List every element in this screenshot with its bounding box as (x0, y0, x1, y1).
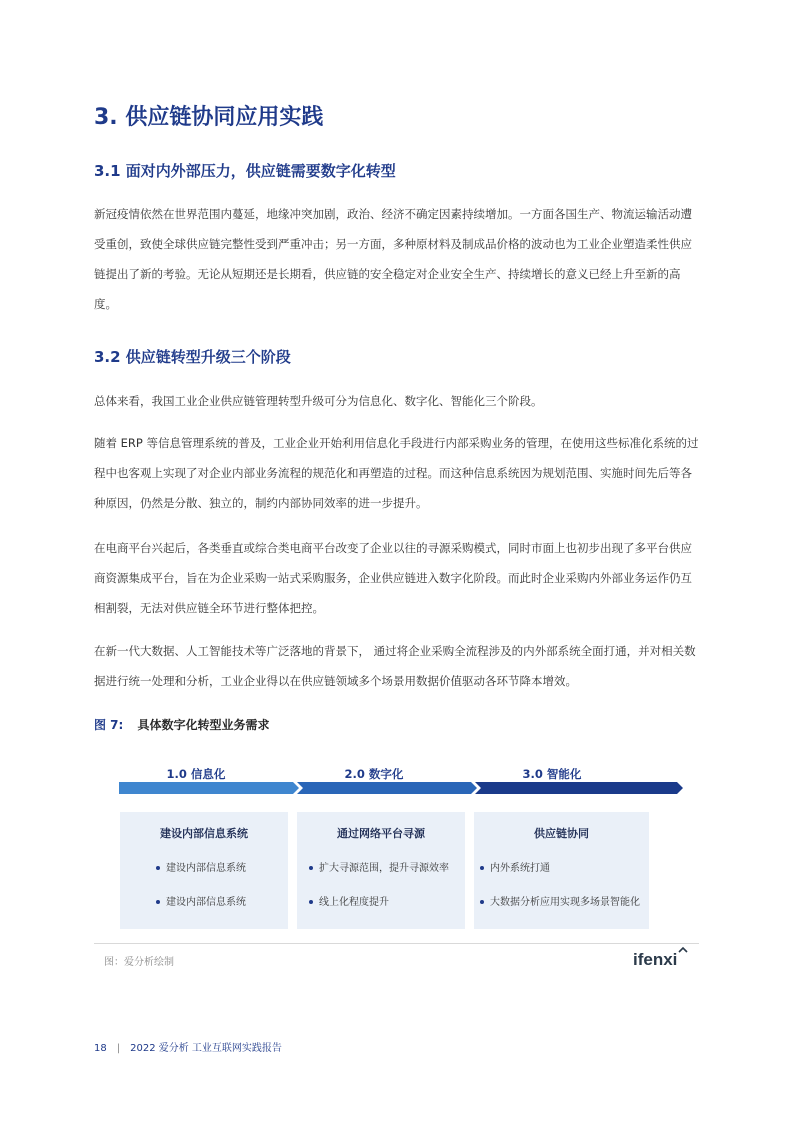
section-3-2-paragraph-3: 在电商平台兴起后，各类垂直或综合类电商平台改变了企业以往的寻源采购模式，同时市面上也初步出现了多平台供应商资源集成平台，旨在为企业采购一站式采购服务，企业供应链进入数字化阶段。而此时企业采购内外部业务运作仍互相割裂，无法对供应链全环节进行整体把控。 (94, 541, 692, 615)
ifenxi-logo: ifenxi (633, 950, 678, 969)
bullet-icon (480, 866, 484, 870)
figure-source: 图：爱分析绘制 (104, 957, 174, 968)
section-3-2-paragraph-1: 总体来看，我国工业企业供应链管理转型升级可分为信息化、数字化、智能化三个阶段。 (94, 394, 543, 408)
logo-accent-icon (678, 946, 688, 954)
stage-box-title: 通过网络平台寻源 (337, 827, 425, 840)
stage-box-item: 建设内部信息系统 (156, 859, 246, 874)
stage-box-2 (297, 812, 465, 929)
figure-stages (94, 752, 699, 952)
stage-box-item: 大数据分析应用实现多场景智能化 (480, 893, 640, 908)
stage-arrow-1 (119, 782, 299, 794)
section-title-3-1: 3.1 面对内外部压力，供应链需要数字化转型 (94, 162, 396, 180)
stage-box-item: 建设内部信息系统 (156, 893, 246, 908)
stage-box-title: 建设内部信息系统 (160, 827, 248, 840)
page-footer (94, 1039, 282, 1054)
bullet-icon (309, 866, 313, 870)
figure-divider (94, 943, 699, 944)
stage-box-item: 内外系统打通 (480, 859, 550, 874)
page-number: 18 (94, 1043, 107, 1054)
bullet-icon (480, 900, 484, 904)
stage-label-3: 3.0 智能化 (522, 767, 582, 781)
figure-title (94, 716, 270, 733)
bullet-icon (309, 900, 313, 904)
section-3-2-paragraph-2: 随着 ERP 等信息管理系统的普及，工业企业开始利用信息化手段进行内部采购业务的管理，在使用这些标准化系统的过程中也客观上实现了对企业内部业务流程的规范化和再塑造的过程。而这种信息系统因为规划范围、实施时间先后等各种原因，仍然是分散、独立的，制约内部协同效率的进一步提升。 (94, 436, 699, 510)
stage-arrow-3 (475, 782, 683, 794)
figure-caption: 具体数字化转型业务需求 (137, 718, 270, 732)
stage-label-2: 2.0 数字化 (344, 767, 404, 781)
report-title: 2022 爱分析 工业互联网实践报告 (130, 1043, 282, 1054)
section-3-1-paragraph: 新冠疫情依然在世界范围内蔓延，地缘冲突加剧，政治、经济不确定因素持续增加。一方面各国生产、物流运输活动遭受重创，致使全球供应链完整性受到严重冲击；另一方面，多种原材料及制成品价格的波动也为工业企业塑造柔性供应链提出了新的考验。无论从短期还是长期看，供应链的安全稳定对企业安全生产、持续增长的意义已经上升至新的高度。 (94, 207, 692, 311)
section-3-2-paragraph-4: 在新一代大数据、人工智能技术等广泛落地的背景下， 通过将企业采购全流程涉及的内外部系统全面打通，并对相关数据进行统一处理和分析，工业企业得以在供应链领域多个场景用数据价值驱动各环节降本增效。 (94, 644, 696, 688)
bullet-icon (156, 900, 160, 904)
bullet-icon (156, 866, 160, 870)
stage-box-3 (474, 812, 649, 929)
page-heading: 3. 供应链协同应用实践 (94, 105, 324, 130)
figure-label: 图 7: (94, 718, 124, 732)
section-title-3-2: 3.2 供应链转型升级三个阶段 (94, 348, 291, 366)
stage-box-item: 线上化程度提升 (309, 893, 389, 908)
stage-arrows (119, 782, 689, 794)
stage-box-1 (120, 812, 288, 929)
stage-arrow-2 (297, 782, 477, 794)
footer-separator: | (116, 1043, 121, 1054)
stage-box-item: 扩大寻源范围，提升寻源效率 (309, 859, 449, 874)
stage-label-1: 1.0 信息化 (166, 767, 226, 781)
stage-box-title: 供应链协同 (534, 827, 589, 840)
